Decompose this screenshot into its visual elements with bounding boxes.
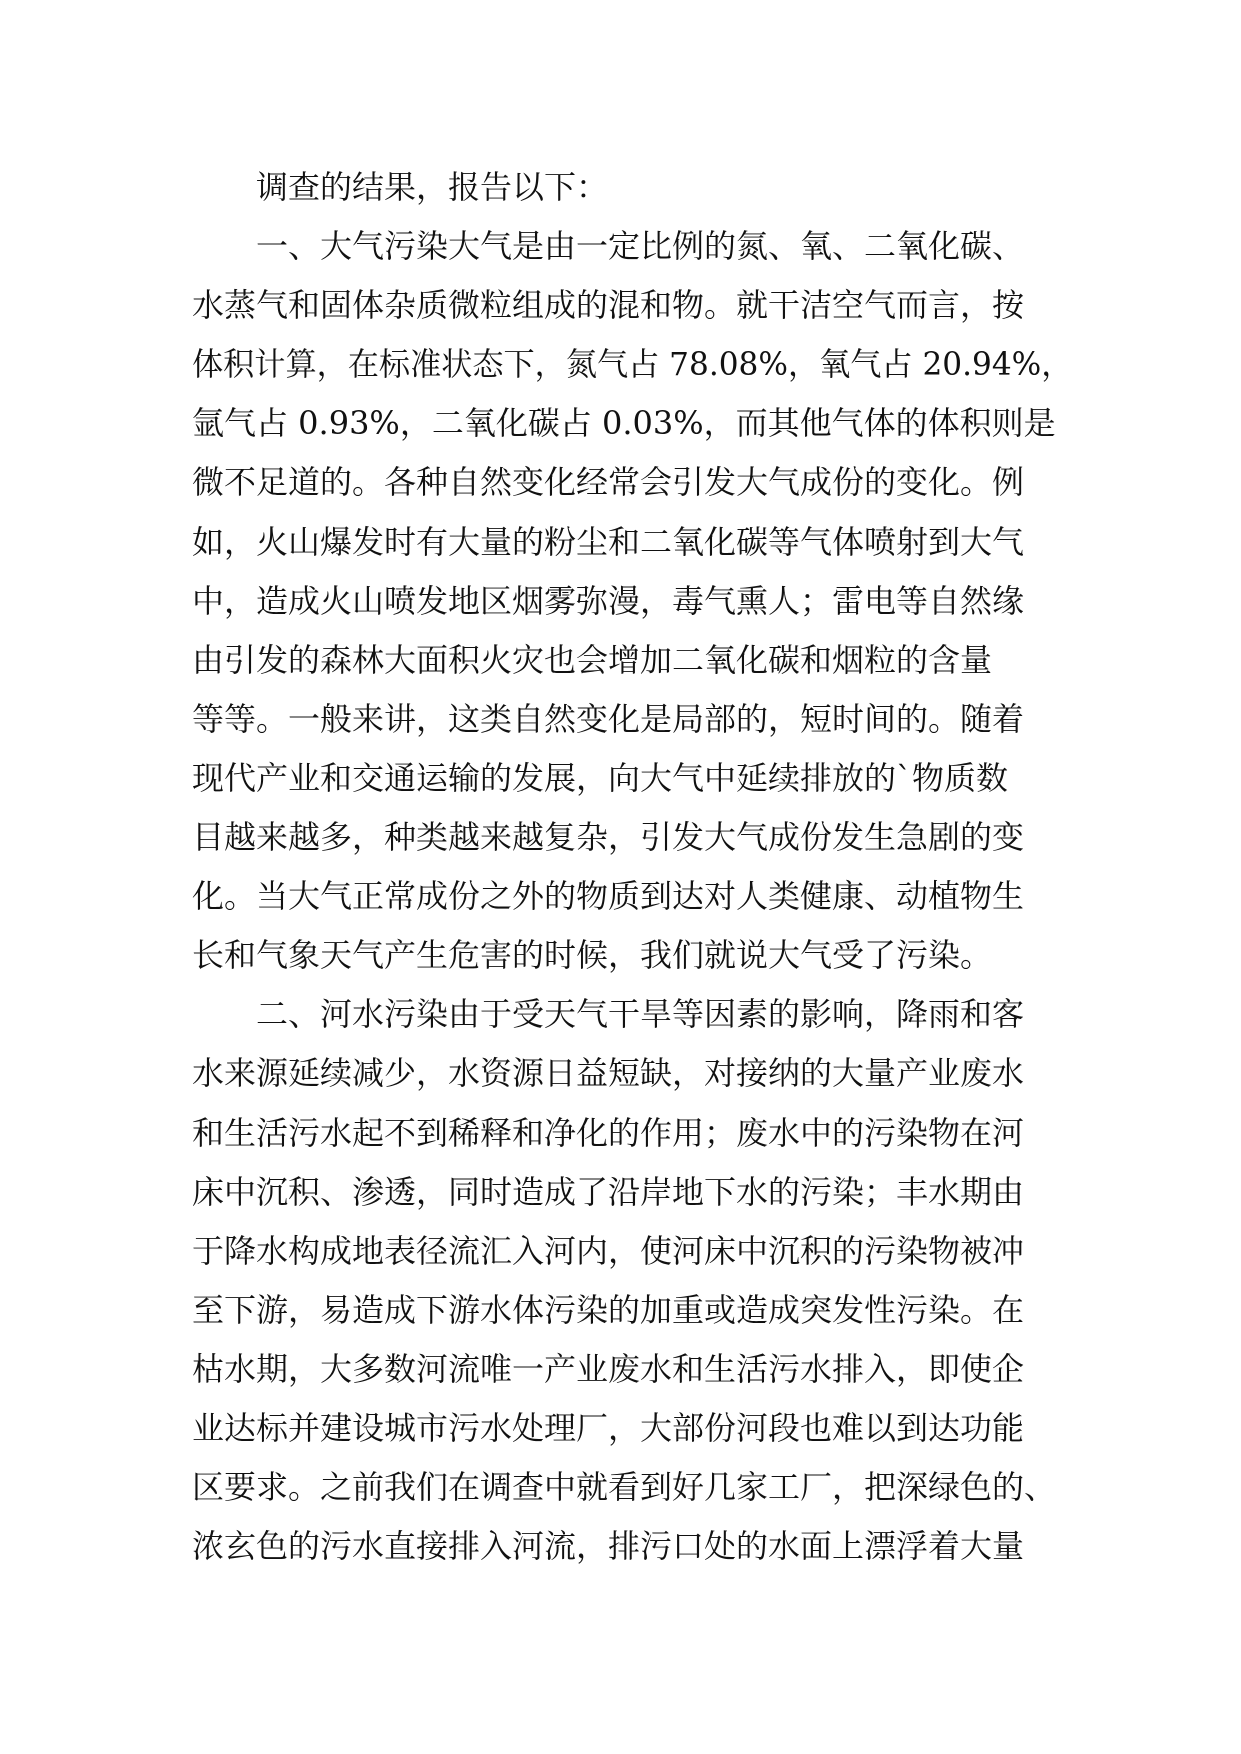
paragraph-river-pollution-line: 业达标并建设城市污水处理厂，大部份河段也难以到达功能 — [192, 1408, 1025, 1447]
document-body — [192, 158, 1072, 1576]
paragraph-river-pollution-line: 二、河水污染由于受天气干旱等因素的影响，降雨和客 — [256, 995, 1025, 1034]
paragraph-air-pollution-line: 目越来越多，种类越来越复杂，引发大气成份发生急剧的变 — [192, 818, 1025, 857]
paragraph-river-pollution-line: 枯水期，大多数河流唯一产业废水和生活污水排入，即使企 — [192, 1349, 1025, 1388]
paragraph-air-pollution-line: 水蒸气和固体杂质微粒组成的混和物。就干洁空气而言，按 — [192, 286, 1025, 325]
paragraph-air-pollution-line: 中，造成火山喷发地区烟雾弥漫，毒气熏人；雷电等自然缘 — [192, 581, 1025, 620]
paragraph-air-pollution-line: 现代产业和交通运输的发展，向大气中延续排放的`物质数 — [192, 758, 1009, 797]
paragraph-river-pollution-line: 于降水构成地表径流汇入河内，使河床中沉积的污染物被冲 — [192, 1231, 1025, 1270]
paragraph-air-pollution-line: 如，火山爆发时有大量的粉尘和二氧化碳等气体喷射到大气 — [192, 522, 1025, 561]
paragraph-air-pollution-line: 化。当大气正常成份之外的物质到达对人类健康、动植物生 — [192, 877, 1025, 916]
paragraph-air-pollution-line: 长和气象天气产生危害的时候，我们就说大气受了污染。 — [192, 936, 993, 975]
paragraph-river-pollution-line: 浓玄色的污水直接排入河流，排污口处的水面上漂浮着大量 — [192, 1527, 1025, 1566]
paragraph-air-pollution-line: 一、大气污染大气是由一定比例的氮、氧、二氧化碳、 — [256, 227, 1025, 266]
paragraph-air-pollution-line: 等等。一般来讲，这类自然变化是局部的，短时间的。随着 — [192, 699, 1025, 738]
paragraph-intro-line: 调查的结果，报告以下： — [256, 168, 609, 206]
paragraph-river-pollution-line: 床中沉积、渗透，同时造成了沿岸地下水的污染；丰水期由 — [192, 1172, 1025, 1211]
paragraph-air-pollution-line: 由引发的森林大面积火灾也会增加二氧化碳和烟粒的含量 — [192, 640, 993, 679]
paragraph-river-pollution-line: 和生活污水起不到稀释和净化的作用；废水中的污染物在河 — [192, 1113, 1025, 1152]
paragraph-river-pollution-line: 水来源延续减少，水资源日益短缺，对接纳的大量产业废水 — [192, 1054, 1025, 1093]
paragraph-air-pollution-line: 体积计算，在标准状态下，氮气占 78.08%，氧气占 20.94%， — [192, 345, 1073, 384]
paragraph-air-pollution-line: 微不足道的。各种自然变化经常会引发大气成份的变化。例 — [192, 463, 1025, 502]
paragraph-air-pollution-line: 氩气占 0.93%，二氧化碳占 0.03%，而其他气体的体积则是 — [192, 404, 1056, 443]
paragraph-river-pollution-line: 区要求。之前我们在调查中就看到好几家工厂，把深绿色的、 — [192, 1468, 1057, 1507]
paragraph-river-pollution-line: 至下游，易造成下游水体污染的加重或造成突发性污染。在 — [192, 1290, 1025, 1329]
